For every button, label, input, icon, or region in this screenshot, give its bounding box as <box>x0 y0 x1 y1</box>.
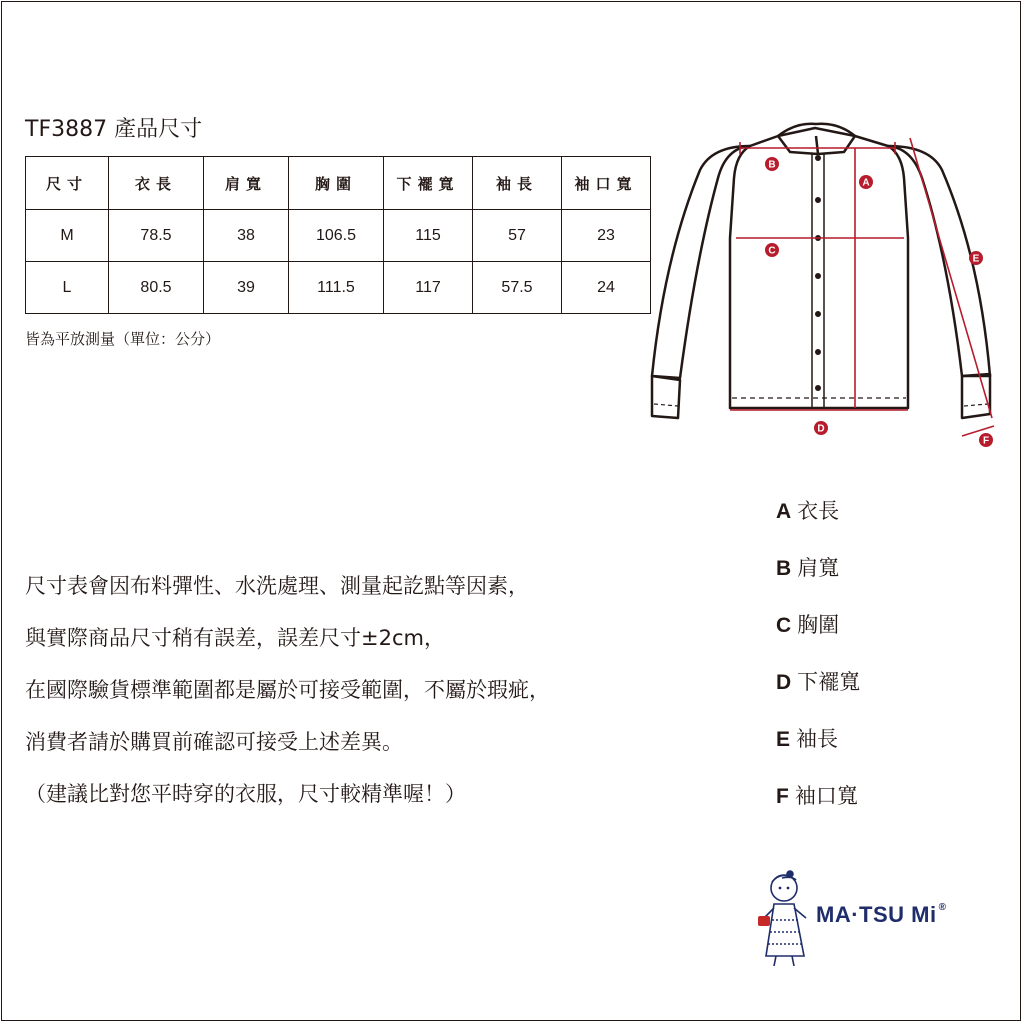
table-header-row <box>26 157 651 210</box>
table-cell: 38 <box>204 210 289 262</box>
legend-item <box>776 540 860 597</box>
marker-c: C <box>768 245 776 257</box>
legend-key: B <box>776 557 792 580</box>
marker-d: D <box>817 423 825 435</box>
header-cell: 尺寸 <box>26 157 109 210</box>
placket <box>812 154 824 408</box>
brand-logo-text <box>816 902 946 928</box>
page-title: TF3887 產品尺寸 <box>25 117 203 142</box>
table-row <box>26 262 651 314</box>
legend-key: D <box>776 671 792 694</box>
legend-label: 袖口寬 <box>794 784 858 808</box>
measurement-note: 皆為平放測量（單位：公分） <box>25 330 221 348</box>
registered-mark: ® <box>938 902 947 913</box>
size-table <box>25 156 651 314</box>
header-cell: 衣長 <box>109 157 204 210</box>
table-cell: 57 <box>473 210 562 262</box>
legend-label: 袖長 <box>796 727 839 751</box>
marker-f: F <box>982 435 990 447</box>
table-cell: 23 <box>562 210 651 262</box>
header-cell: 肩寬 <box>204 157 289 210</box>
marker-b: B <box>768 159 776 171</box>
legend-item <box>776 483 860 540</box>
table-cell: L <box>26 262 109 314</box>
disclaimer-paragraph <box>25 560 745 820</box>
table-cell: 117 <box>384 262 473 314</box>
disclaimer-line: 在國際驗貨標準範圍都是屬於可接受範圍，不屬於瑕疵， <box>25 678 550 702</box>
line-e <box>910 138 992 418</box>
table-cell: 106.5 <box>289 210 384 262</box>
shirt-diagram <box>640 118 1010 458</box>
table-cell: 111.5 <box>289 262 384 314</box>
header-cell: 胸圍 <box>289 157 384 210</box>
table-cell: 39 <box>204 262 289 314</box>
table-row <box>26 210 651 262</box>
legend-label: 胸圍 <box>797 613 840 637</box>
disclaimer-line: （建議比對您平時穿的衣服，尺寸較精準喔！） <box>25 782 466 806</box>
disclaimer-line: 尺寸表會因布料彈性、水洗處理、測量起訖點等因素， <box>25 574 529 598</box>
left-sleeve <box>652 146 750 378</box>
header-cell: 袖長 <box>473 157 562 210</box>
table-cell: 78.5 <box>109 210 204 262</box>
legend-key: E <box>776 728 791 751</box>
header-cell: 袖口寬 <box>562 157 651 210</box>
table-cell: 115 <box>384 210 473 262</box>
legend-label: 下襬寬 <box>797 670 861 694</box>
table-cell: M <box>26 210 109 262</box>
disclaimer-line: 與實際商品尺寸稍有誤差，誤差尺寸±2cm， <box>25 626 445 650</box>
legend-item <box>776 768 860 825</box>
legend-key: A <box>776 500 792 523</box>
legend-label: 衣長 <box>797 499 840 523</box>
legend-item <box>776 597 860 654</box>
legend-label: 肩寬 <box>797 556 840 580</box>
measurement-legend <box>776 483 860 825</box>
left-cuff <box>652 376 680 418</box>
disclaimer-line: 消費者請於購買前確認可接受上述差異。 <box>25 730 403 754</box>
table-cell: 24 <box>562 262 651 314</box>
legend-key: C <box>776 614 792 637</box>
legend-item <box>776 654 860 711</box>
table-cell: 80.5 <box>109 262 204 314</box>
header-cell: 下襬寬 <box>384 157 473 210</box>
legend-key: F <box>776 785 789 808</box>
marker-e: E <box>972 253 980 265</box>
collar <box>778 136 855 154</box>
buttons <box>815 155 821 391</box>
brand-mascot-icon <box>752 868 814 968</box>
table-cell: 57.5 <box>473 262 562 314</box>
marker-a: A <box>862 177 870 189</box>
brand-name: MA·TSU Mi <box>816 902 937 927</box>
legend-item <box>776 711 860 768</box>
shirt-body <box>730 128 908 408</box>
